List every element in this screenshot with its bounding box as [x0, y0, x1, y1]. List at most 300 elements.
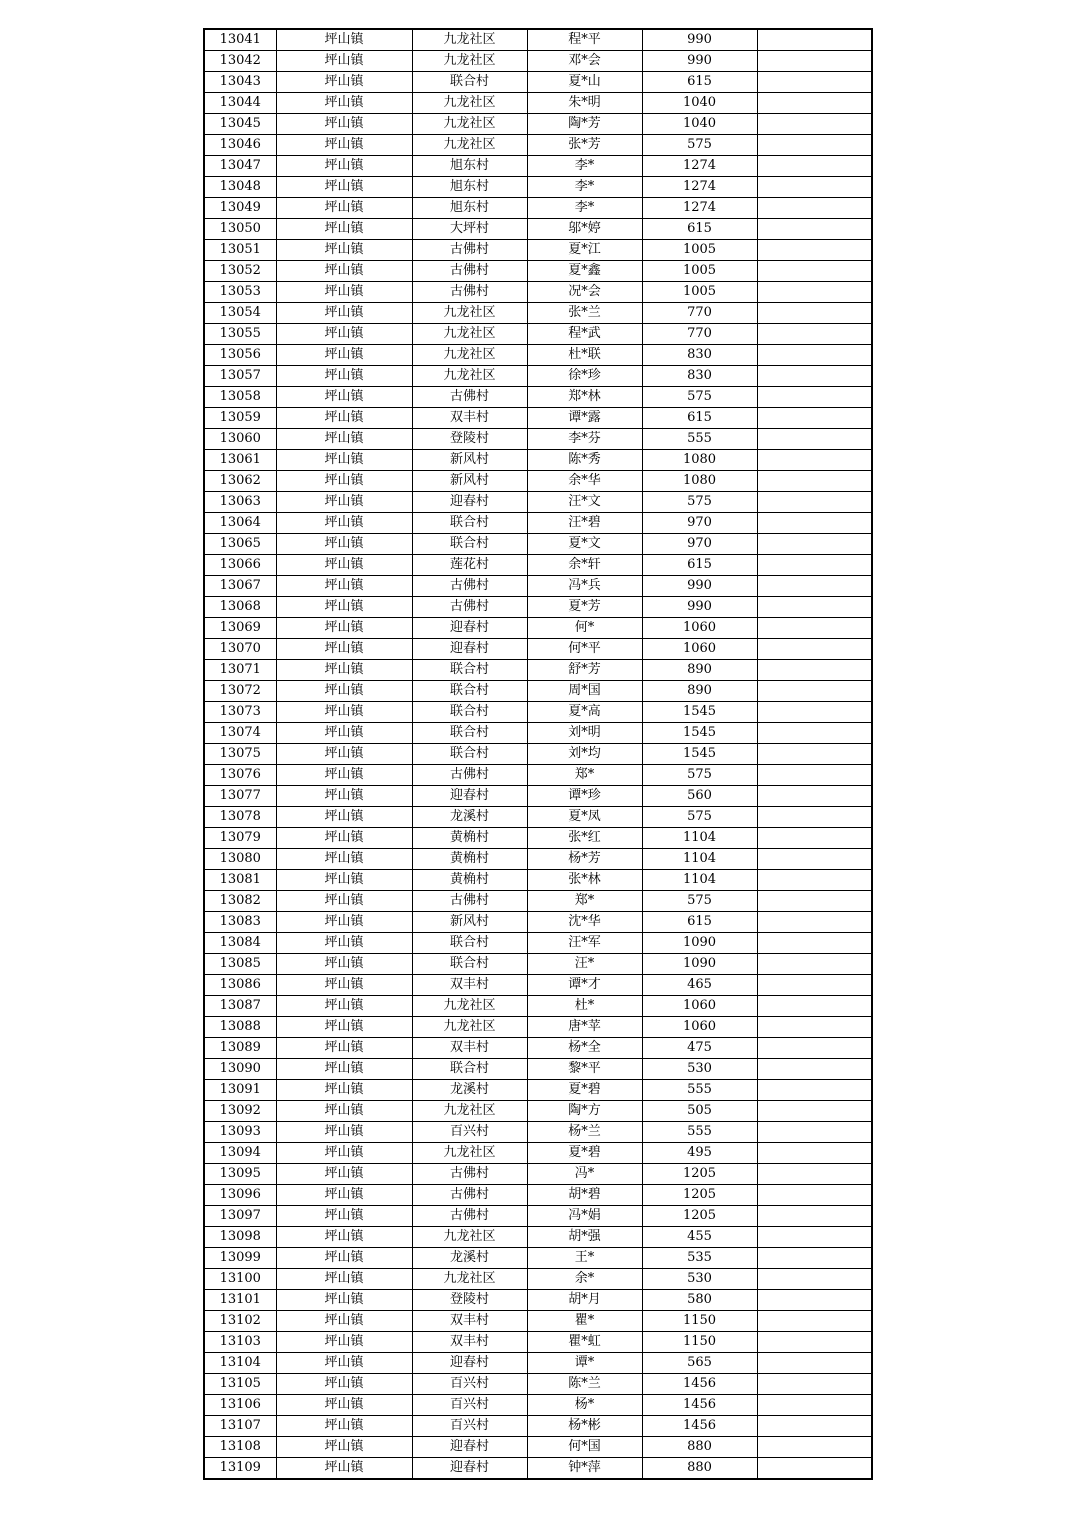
remark-cell: [757, 1248, 872, 1269]
remark-cell: [757, 366, 872, 387]
remark-cell: [757, 723, 872, 744]
name-cell: 何*: [527, 618, 642, 639]
serial-number-cell: 13061: [204, 450, 276, 471]
remark-cell: [757, 1185, 872, 1206]
table-row: [204, 1143, 872, 1164]
village-cell: 古佛村: [412, 240, 527, 261]
remark-cell: [757, 198, 872, 219]
serial-number-cell: 13084: [204, 933, 276, 954]
amount-cell: 1104: [642, 870, 757, 891]
town-cell: 坪山镇: [276, 1059, 412, 1080]
serial-number-cell: 13077: [204, 786, 276, 807]
village-cell: 百兴村: [412, 1122, 527, 1143]
town-cell: 坪山镇: [276, 597, 412, 618]
table-row: [204, 1374, 872, 1395]
serial-number-cell: 13105: [204, 1374, 276, 1395]
table-row: [204, 975, 872, 996]
name-cell: 唐*苹: [527, 1017, 642, 1038]
village-cell: 九龙社区: [412, 51, 527, 72]
amount-cell: 1274: [642, 198, 757, 219]
serial-number-cell: 13081: [204, 870, 276, 891]
name-cell: 汪*: [527, 954, 642, 975]
remark-cell: [757, 576, 872, 597]
village-cell: 莲花村: [412, 555, 527, 576]
remark-cell: [757, 1332, 872, 1353]
remark-cell: [757, 660, 872, 681]
remark-cell: [757, 240, 872, 261]
serial-number-cell: 13049: [204, 198, 276, 219]
village-cell: 九龙社区: [412, 29, 527, 51]
town-cell: 坪山镇: [276, 240, 412, 261]
remark-cell: [757, 513, 872, 534]
table-row: [204, 1122, 872, 1143]
name-cell: 夏*鑫: [527, 261, 642, 282]
remark-cell: [757, 555, 872, 576]
table-row: [204, 933, 872, 954]
amount-cell: 1090: [642, 933, 757, 954]
serial-number-cell: 13095: [204, 1164, 276, 1185]
amount-cell: 1060: [642, 639, 757, 660]
name-cell: 朱*明: [527, 93, 642, 114]
serial-number-cell: 13083: [204, 912, 276, 933]
village-cell: 双丰村: [412, 1038, 527, 1059]
village-cell: 双丰村: [412, 975, 527, 996]
table-row: [204, 828, 872, 849]
serial-number-cell: 13089: [204, 1038, 276, 1059]
remark-cell: [757, 114, 872, 135]
town-cell: 坪山镇: [276, 1458, 412, 1480]
remark-cell: [757, 996, 872, 1017]
table-row: [204, 471, 872, 492]
table-row: [204, 1290, 872, 1311]
table-row: [204, 1395, 872, 1416]
village-cell: 九龙社区: [412, 1017, 527, 1038]
town-cell: 坪山镇: [276, 891, 412, 912]
village-cell: 九龙社区: [412, 1143, 527, 1164]
town-cell: 坪山镇: [276, 345, 412, 366]
town-cell: 坪山镇: [276, 744, 412, 765]
remark-cell: [757, 1206, 872, 1227]
remark-cell: [757, 1395, 872, 1416]
serial-number-cell: 13066: [204, 555, 276, 576]
name-cell: 张*林: [527, 870, 642, 891]
name-cell: 谭*: [527, 1353, 642, 1374]
serial-number-cell: 13096: [204, 1185, 276, 1206]
remark-cell: [757, 1143, 872, 1164]
amount-cell: 1005: [642, 261, 757, 282]
table-row: [204, 219, 872, 240]
name-cell: 陶*芳: [527, 114, 642, 135]
amount-cell: 1060: [642, 618, 757, 639]
table-row: [204, 786, 872, 807]
record-table-body: [204, 29, 872, 1479]
town-cell: 坪山镇: [276, 1437, 412, 1458]
remark-cell: [757, 450, 872, 471]
remark-cell: [757, 1122, 872, 1143]
table-row: [204, 954, 872, 975]
amount-cell: 1545: [642, 702, 757, 723]
village-cell: 联合村: [412, 534, 527, 555]
table-row: [204, 240, 872, 261]
village-cell: 龙溪村: [412, 1248, 527, 1269]
name-cell: 夏*江: [527, 240, 642, 261]
name-cell: 夏*文: [527, 534, 642, 555]
remark-cell: [757, 1437, 872, 1458]
table-row: [204, 996, 872, 1017]
remark-cell: [757, 1311, 872, 1332]
amount-cell: 1205: [642, 1185, 757, 1206]
name-cell: 郑*: [527, 891, 642, 912]
name-cell: 刘*明: [527, 723, 642, 744]
amount-cell: 455: [642, 1227, 757, 1248]
town-cell: 坪山镇: [276, 261, 412, 282]
remark-cell: [757, 534, 872, 555]
remark-cell: [757, 1227, 872, 1248]
village-cell: 百兴村: [412, 1395, 527, 1416]
table-row: [204, 639, 872, 660]
name-cell: 夏*山: [527, 72, 642, 93]
amount-cell: 1274: [642, 156, 757, 177]
town-cell: 坪山镇: [276, 156, 412, 177]
serial-number-cell: 13086: [204, 975, 276, 996]
amount-cell: 615: [642, 219, 757, 240]
amount-cell: 535: [642, 1248, 757, 1269]
remark-cell: [757, 681, 872, 702]
village-cell: 九龙社区: [412, 93, 527, 114]
table-row: [204, 870, 872, 891]
table-row: [204, 429, 872, 450]
serial-number-cell: 13053: [204, 282, 276, 303]
name-cell: 瞿*虹: [527, 1332, 642, 1353]
remark-cell: [757, 975, 872, 996]
serial-number-cell: 13108: [204, 1437, 276, 1458]
table-row: [204, 114, 872, 135]
remark-cell: [757, 1416, 872, 1437]
name-cell: 瞿*: [527, 1311, 642, 1332]
name-cell: 夏*高: [527, 702, 642, 723]
serial-number-cell: 13072: [204, 681, 276, 702]
village-cell: 联合村: [412, 744, 527, 765]
name-cell: 余*华: [527, 471, 642, 492]
table-row: [204, 135, 872, 156]
name-cell: 夏*碧: [527, 1143, 642, 1164]
table-row: [204, 345, 872, 366]
amount-cell: 1150: [642, 1311, 757, 1332]
village-cell: 九龙社区: [412, 114, 527, 135]
serial-number-cell: 13057: [204, 366, 276, 387]
village-cell: 迎春村: [412, 1437, 527, 1458]
name-cell: 陈*兰: [527, 1374, 642, 1395]
village-cell: 黄桷村: [412, 828, 527, 849]
serial-number-cell: 13092: [204, 1101, 276, 1122]
remark-cell: [757, 933, 872, 954]
amount-cell: 880: [642, 1437, 757, 1458]
amount-cell: 615: [642, 72, 757, 93]
village-cell: 联合村: [412, 1059, 527, 1080]
name-cell: 张*红: [527, 828, 642, 849]
town-cell: 坪山镇: [276, 849, 412, 870]
village-cell: 联合村: [412, 681, 527, 702]
name-cell: 杨*芳: [527, 849, 642, 870]
remark-cell: [757, 93, 872, 114]
name-cell: 夏*碧: [527, 1080, 642, 1101]
village-cell: 古佛村: [412, 891, 527, 912]
serial-number-cell: 13079: [204, 828, 276, 849]
town-cell: 坪山镇: [276, 114, 412, 135]
table-row: [204, 849, 872, 870]
village-cell: 旭东村: [412, 198, 527, 219]
remark-cell: [757, 156, 872, 177]
amount-cell: 555: [642, 1080, 757, 1101]
remark-cell: [757, 744, 872, 765]
table-row: [204, 1017, 872, 1038]
name-cell: 李*芬: [527, 429, 642, 450]
amount-cell: 575: [642, 891, 757, 912]
village-cell: 龙溪村: [412, 1080, 527, 1101]
remark-cell: [757, 492, 872, 513]
town-cell: 坪山镇: [276, 996, 412, 1017]
village-cell: 古佛村: [412, 597, 527, 618]
serial-number-cell: 13078: [204, 807, 276, 828]
amount-cell: 830: [642, 345, 757, 366]
amount-cell: 1545: [642, 744, 757, 765]
amount-cell: 555: [642, 1122, 757, 1143]
village-cell: 双丰村: [412, 1311, 527, 1332]
serial-number-cell: 13090: [204, 1059, 276, 1080]
remark-cell: [757, 1290, 872, 1311]
table-row: [204, 1416, 872, 1437]
table-row: [204, 597, 872, 618]
remark-cell: [757, 1038, 872, 1059]
village-cell: 联合村: [412, 954, 527, 975]
table-row: [204, 912, 872, 933]
village-cell: 迎春村: [412, 618, 527, 639]
town-cell: 坪山镇: [276, 1080, 412, 1101]
remark-cell: [757, 1017, 872, 1038]
village-cell: 双丰村: [412, 408, 527, 429]
town-cell: 坪山镇: [276, 492, 412, 513]
town-cell: 坪山镇: [276, 1416, 412, 1437]
table-row: [204, 534, 872, 555]
name-cell: 汪*文: [527, 492, 642, 513]
serial-number-cell: 13075: [204, 744, 276, 765]
town-cell: 坪山镇: [276, 513, 412, 534]
town-cell: 坪山镇: [276, 387, 412, 408]
town-cell: 坪山镇: [276, 366, 412, 387]
town-cell: 坪山镇: [276, 471, 412, 492]
village-cell: 联合村: [412, 513, 527, 534]
village-cell: 登陵村: [412, 429, 527, 450]
name-cell: 沈*华: [527, 912, 642, 933]
town-cell: 坪山镇: [276, 576, 412, 597]
village-cell: 迎春村: [412, 1353, 527, 1374]
serial-number-cell: 13087: [204, 996, 276, 1017]
serial-number-cell: 13056: [204, 345, 276, 366]
name-cell: 冯*: [527, 1164, 642, 1185]
village-cell: 黄桷村: [412, 849, 527, 870]
table-row: [204, 177, 872, 198]
name-cell: 周*国: [527, 681, 642, 702]
town-cell: 坪山镇: [276, 177, 412, 198]
name-cell: 郑*林: [527, 387, 642, 408]
town-cell: 坪山镇: [276, 1248, 412, 1269]
amount-cell: 1456: [642, 1416, 757, 1437]
table-row: [204, 1353, 872, 1374]
town-cell: 坪山镇: [276, 1311, 412, 1332]
table-row: [204, 261, 872, 282]
town-cell: 坪山镇: [276, 828, 412, 849]
name-cell: 杜*联: [527, 345, 642, 366]
village-cell: 九龙社区: [412, 303, 527, 324]
amount-cell: 1080: [642, 450, 757, 471]
village-cell: 古佛村: [412, 261, 527, 282]
amount-cell: 1205: [642, 1206, 757, 1227]
amount-cell: 1104: [642, 828, 757, 849]
serial-number-cell: 13082: [204, 891, 276, 912]
serial-number-cell: 13041: [204, 29, 276, 51]
village-cell: 九龙社区: [412, 1269, 527, 1290]
town-cell: 坪山镇: [276, 282, 412, 303]
amount-cell: 465: [642, 975, 757, 996]
serial-number-cell: 13106: [204, 1395, 276, 1416]
town-cell: 坪山镇: [276, 219, 412, 240]
name-cell: 陈*秀: [527, 450, 642, 471]
serial-number-cell: 13060: [204, 429, 276, 450]
remark-cell: [757, 639, 872, 660]
amount-cell: 475: [642, 1038, 757, 1059]
amount-cell: 1090: [642, 954, 757, 975]
table-row: [204, 513, 872, 534]
amount-cell: 530: [642, 1269, 757, 1290]
town-cell: 坪山镇: [276, 660, 412, 681]
table-row: [204, 723, 872, 744]
village-cell: 九龙社区: [412, 1227, 527, 1248]
serial-number-cell: 13062: [204, 471, 276, 492]
table-row: [204, 702, 872, 723]
town-cell: 坪山镇: [276, 198, 412, 219]
town-cell: 坪山镇: [276, 1269, 412, 1290]
village-cell: 迎春村: [412, 786, 527, 807]
town-cell: 坪山镇: [276, 765, 412, 786]
serial-number-cell: 13051: [204, 240, 276, 261]
amount-cell: 565: [642, 1353, 757, 1374]
village-cell: 迎春村: [412, 639, 527, 660]
table-row: [204, 303, 872, 324]
table-row: [204, 1248, 872, 1269]
town-cell: 坪山镇: [276, 1038, 412, 1059]
table-row: [204, 744, 872, 765]
amount-cell: 1040: [642, 114, 757, 135]
name-cell: 胡*碧: [527, 1185, 642, 1206]
amount-cell: 770: [642, 303, 757, 324]
remark-cell: [757, 828, 872, 849]
serial-number-cell: 13044: [204, 93, 276, 114]
town-cell: 坪山镇: [276, 723, 412, 744]
table-row: [204, 1206, 872, 1227]
village-cell: 百兴村: [412, 1416, 527, 1437]
table-row: [204, 93, 872, 114]
village-cell: 登陵村: [412, 1290, 527, 1311]
name-cell: 况*会: [527, 282, 642, 303]
remark-cell: [757, 1080, 872, 1101]
remark-cell: [757, 135, 872, 156]
serial-number-cell: 13043: [204, 72, 276, 93]
amount-cell: 990: [642, 51, 757, 72]
table-row: [204, 681, 872, 702]
serial-number-cell: 13098: [204, 1227, 276, 1248]
table-row: [204, 1332, 872, 1353]
village-cell: 九龙社区: [412, 1101, 527, 1122]
name-cell: 张*兰: [527, 303, 642, 324]
village-cell: 九龙社区: [412, 324, 527, 345]
name-cell: 杨*彬: [527, 1416, 642, 1437]
name-cell: 夏*芳: [527, 597, 642, 618]
remark-cell: [757, 303, 872, 324]
name-cell: 汪*军: [527, 933, 642, 954]
name-cell: 杜*: [527, 996, 642, 1017]
table-row: [204, 450, 872, 471]
remark-cell: [757, 72, 872, 93]
town-cell: 坪山镇: [276, 51, 412, 72]
table-row: [204, 492, 872, 513]
table-row: [204, 1164, 872, 1185]
village-cell: 黄桷村: [412, 870, 527, 891]
amount-cell: 555: [642, 429, 757, 450]
name-cell: 夏*凤: [527, 807, 642, 828]
serial-number-cell: 13065: [204, 534, 276, 555]
name-cell: 冯*娟: [527, 1206, 642, 1227]
amount-cell: 495: [642, 1143, 757, 1164]
remark-cell: [757, 849, 872, 870]
name-cell: 邓*会: [527, 51, 642, 72]
amount-cell: 1456: [642, 1395, 757, 1416]
remark-cell: [757, 786, 872, 807]
remark-cell: [757, 870, 872, 891]
village-cell: 旭东村: [412, 177, 527, 198]
amount-cell: 1005: [642, 240, 757, 261]
name-cell: 郑*: [527, 765, 642, 786]
remark-cell: [757, 912, 872, 933]
name-cell: 冯*兵: [527, 576, 642, 597]
table-row: [204, 1458, 872, 1480]
serial-number-cell: 13067: [204, 576, 276, 597]
remark-cell: [757, 29, 872, 51]
serial-number-cell: 13045: [204, 114, 276, 135]
town-cell: 坪山镇: [276, 534, 412, 555]
name-cell: 杨*兰: [527, 1122, 642, 1143]
village-cell: 古佛村: [412, 282, 527, 303]
remark-cell: [757, 807, 872, 828]
town-cell: 坪山镇: [276, 870, 412, 891]
town-cell: 坪山镇: [276, 807, 412, 828]
name-cell: 何*国: [527, 1437, 642, 1458]
name-cell: 胡*月: [527, 1290, 642, 1311]
table-row: [204, 765, 872, 786]
serial-number-cell: 13088: [204, 1017, 276, 1038]
remark-cell: [757, 765, 872, 786]
serial-number-cell: 13076: [204, 765, 276, 786]
name-cell: 王*: [527, 1248, 642, 1269]
table-row: [204, 555, 872, 576]
amount-cell: 890: [642, 681, 757, 702]
serial-number-cell: 13069: [204, 618, 276, 639]
table-row: [204, 408, 872, 429]
serial-number-cell: 13064: [204, 513, 276, 534]
town-cell: 坪山镇: [276, 1206, 412, 1227]
remark-cell: [757, 282, 872, 303]
town-cell: 坪山镇: [276, 324, 412, 345]
name-cell: 胡*强: [527, 1227, 642, 1248]
